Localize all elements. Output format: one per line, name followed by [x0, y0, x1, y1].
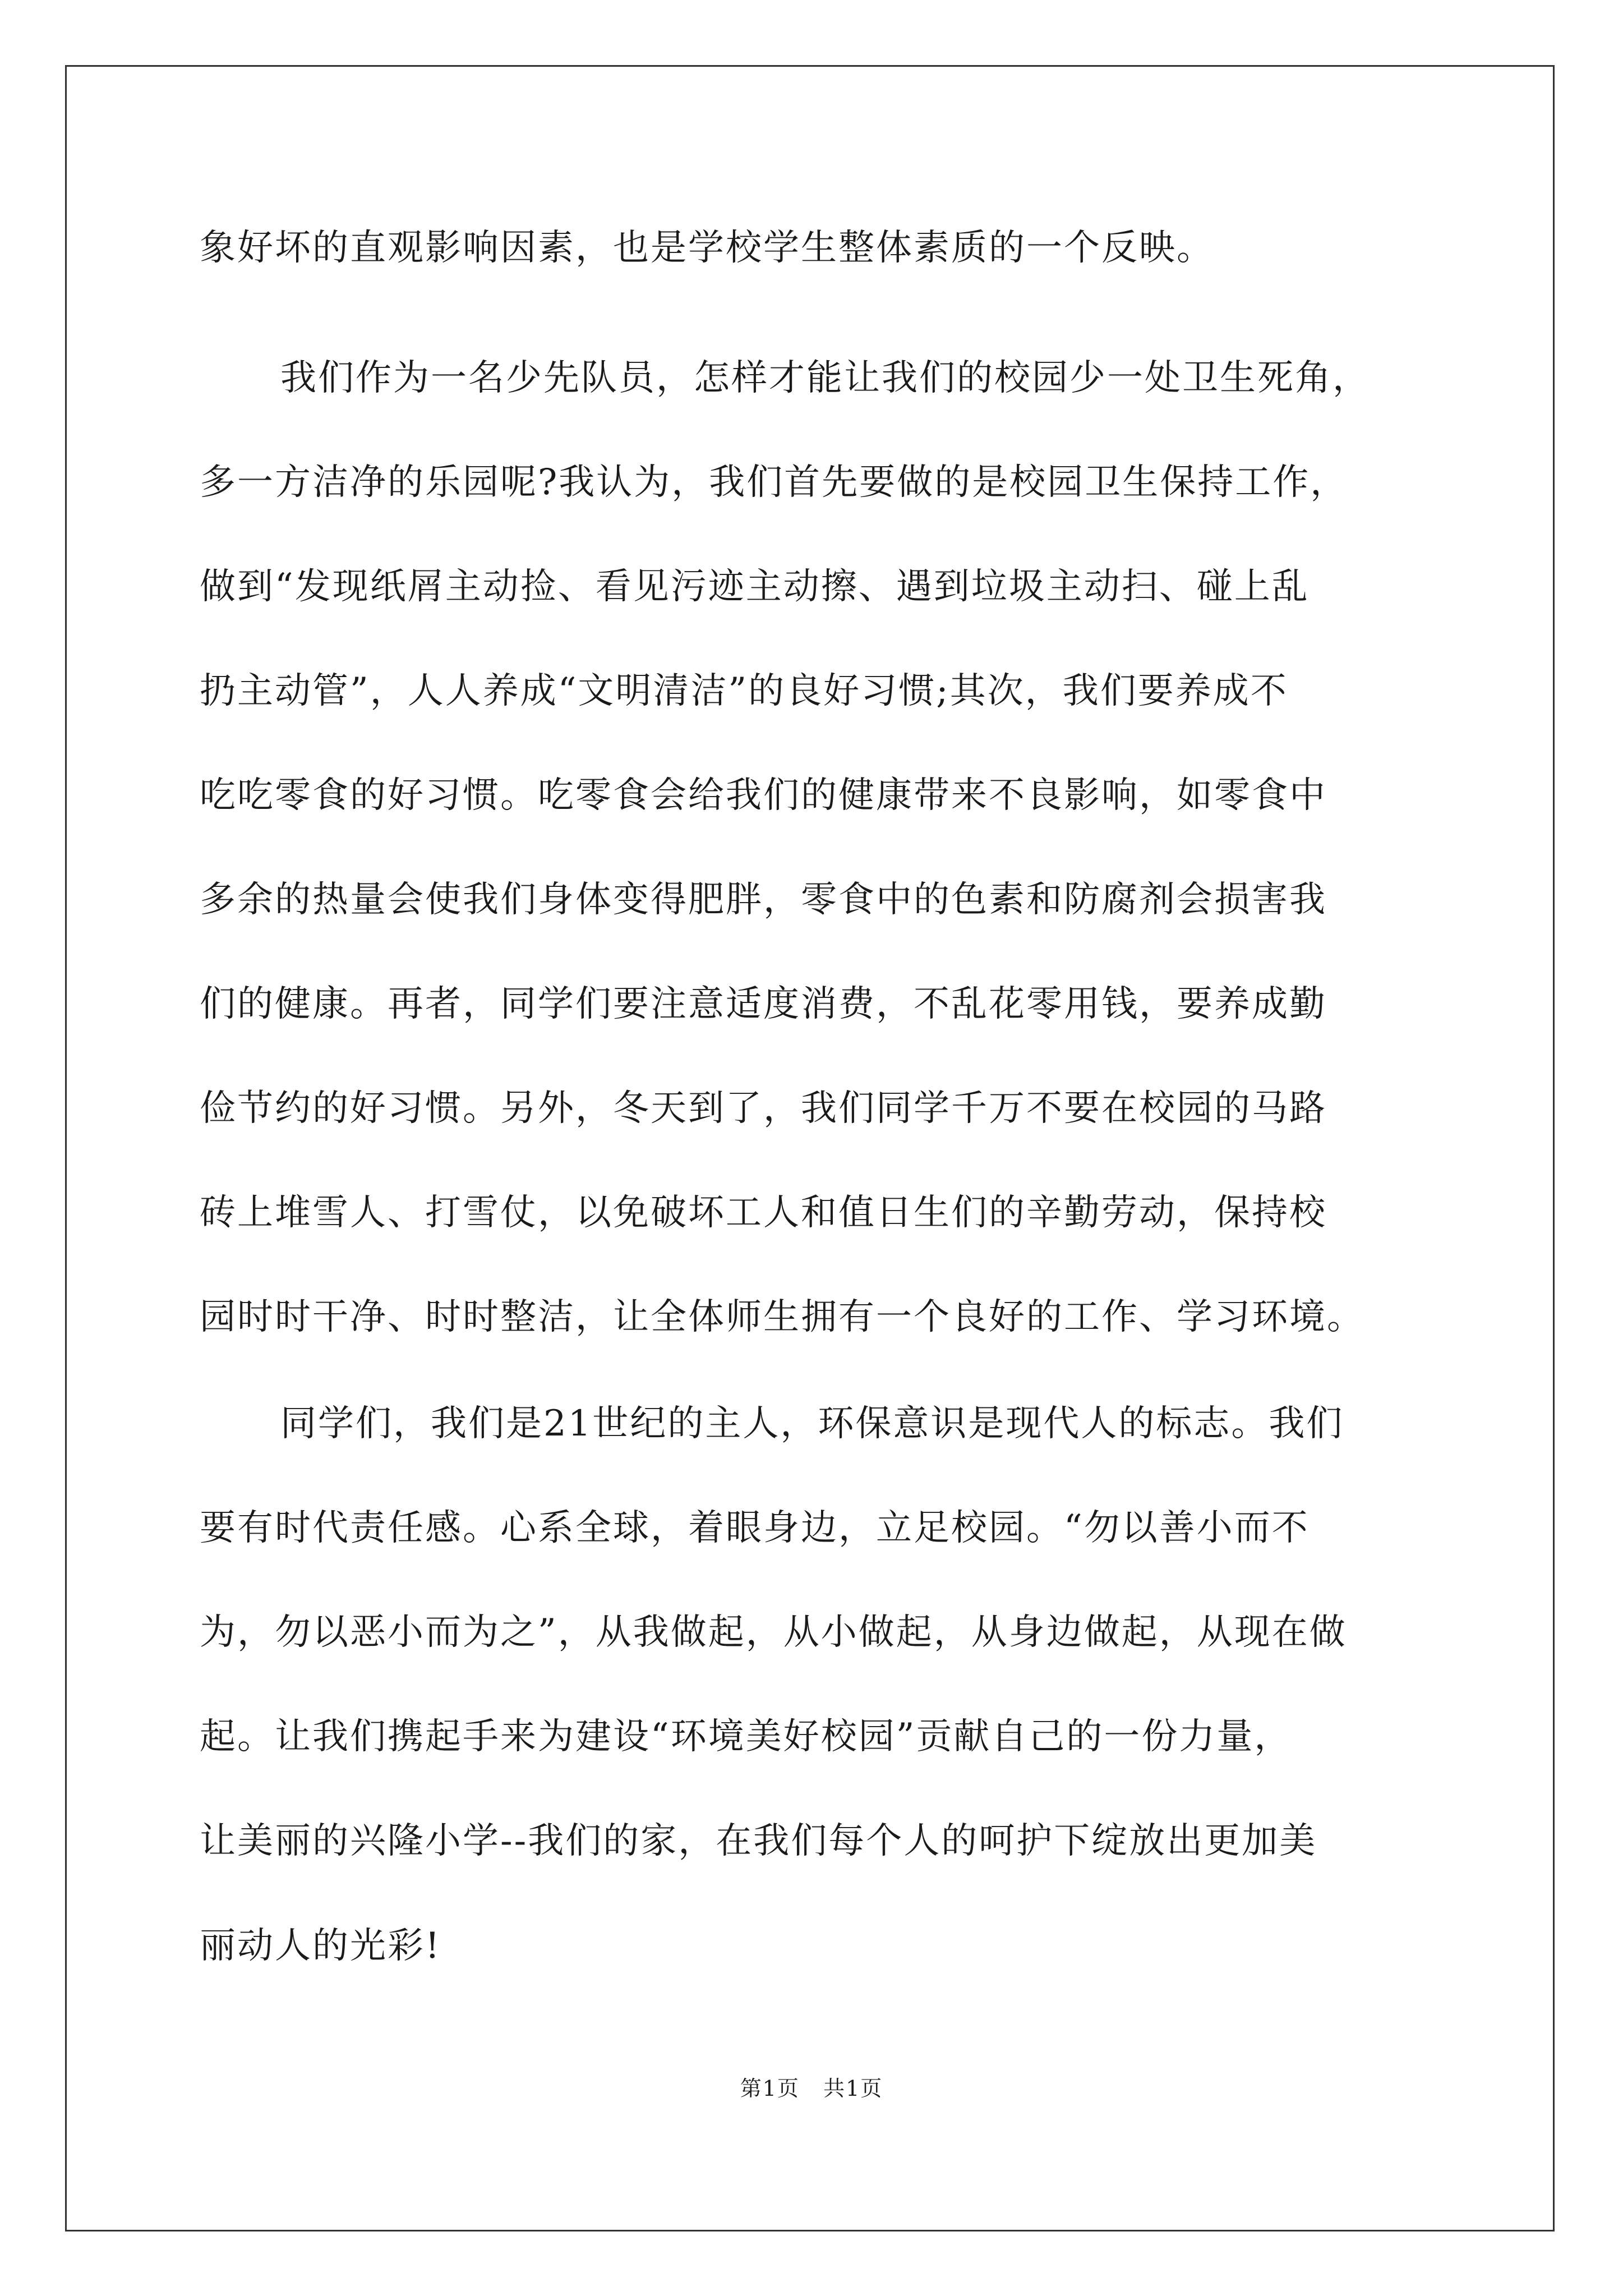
text-line-5: 扔主动管”，人人养成“文明清洁”的良好习惯;其次，我们要养成不: [200, 670, 1288, 712]
text-line-13: 要有时代责任感。心系全球，着眼身边，立足校园。“勿以善小而不: [200, 1507, 1310, 1549]
text-line-11: 园时时干净、时时整洁，让全体师生拥有一个良好的工作、学习环境。: [200, 1296, 1364, 1338]
text-line-6: 吃吃零食的好习惯。吃零食会给我们的健康带来不良影响，如零食中: [200, 775, 1327, 816]
text-line-14: 为，勿以恶小而为之”，从我做起，从小做起，从身边做起，从现在做: [200, 1612, 1347, 1653]
page-footer: 第1页 共1页: [740, 2076, 883, 2101]
text-line-4: 做到“发现纸屑主动捡、看见污迹主动擦、遇到垃圾主动扫、碰上乱: [200, 566, 1310, 608]
text-line-2: 我们作为一名少先队员，怎样才能让我们的校园少一处卫生死角，: [280, 357, 1370, 399]
text-line-8: 们的健康。再者，同学们要注意适度消费，不乱花零用钱，要养成勤: [200, 983, 1327, 1025]
text-line-17: 丽动人的光彩!: [200, 1925, 441, 1967]
text-line-9: 俭节约的好习惯。另外，冬天到了，我们同学千万不要在校园的马路: [200, 1088, 1327, 1129]
text-line-1: 象好坏的直观影响因素，也是学校学生整体素质的一个反映。: [200, 227, 1214, 269]
text-line-3: 多一方洁净的乐园呢?我认为，我们首先要做的是校园卫生保持工作，: [200, 462, 1348, 503]
text-line-7: 多余的热量会使我们身体变得肥胖，零食中的色素和防腐剂会损害我: [200, 879, 1327, 921]
text-line-16: 让美丽的兴隆小学--我们的家，在我们每个人的呵护下绽放出更加美: [200, 1820, 1317, 1862]
text-line-12: 同学们，我们是21世纪的主人，环保意识是现代人的标志。我们: [280, 1403, 1344, 1444]
text-line-15: 起。让我们携起手来为建设“环境美好校园”贡献自己的一份力量，: [200, 1716, 1292, 1757]
text-line-10: 砖上堆雪人、打雪仗，以免破坏工人和值日生们的辛勤劳动，保持校: [200, 1192, 1327, 1234]
